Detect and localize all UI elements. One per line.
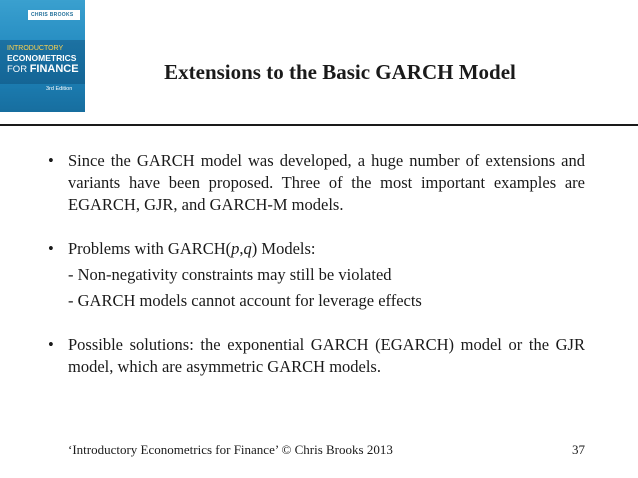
title-divider: [0, 124, 638, 126]
cover-title-finance: FINANCE: [29, 63, 79, 75]
bullet-item: [48, 238, 585, 260]
bullet-item: [48, 334, 585, 378]
bullet-marker: •: [48, 151, 54, 170]
page-number: 37: [572, 442, 585, 457]
sub-item: - GARCH models cannot account for leverage effects: [68, 291, 422, 310]
bullet-marker: •: [48, 335, 54, 354]
param-p: p: [231, 239, 240, 258]
book-cover-image: [0, 0, 85, 112]
bullet-text: Possible solutions: the exponential GARCH (EGARCH) model or the GJR model, which are asymmetric GARCH models.: [68, 335, 585, 376]
param-q: q: [243, 239, 252, 258]
footer-citation: ‘Introductory Econometrics for Finance’ © Chris Brooks 2013: [68, 442, 393, 457]
bullet-text-suffix: ) Models:: [251, 239, 316, 258]
cover-title-line2: ECONOMETRICS: [7, 53, 77, 63]
bullet-item: [48, 150, 585, 216]
cover-author: CHRIS BROOKS: [28, 10, 80, 20]
bullet-text: [68, 239, 316, 258]
cover-edition: 3rd Edition: [46, 86, 73, 92]
slide-title: Extensions to the Basic GARCH Model: [164, 60, 516, 84]
sub-item: - Non-negativity constraints may still be violated: [68, 265, 392, 284]
slide-body: [48, 150, 585, 378]
slide-footer: [68, 442, 585, 458]
bullet-marker: •: [48, 239, 54, 258]
param-comma: ,: [239, 239, 244, 258]
bullet-text-prefix: Problems with GARCH(: [68, 239, 232, 258]
cover-title-line3: [7, 64, 79, 75]
cover-title-line1: INTRODUCTORY: [7, 45, 64, 52]
cover-title-for: FOR: [7, 64, 28, 75]
bullet-text: Since the GARCH model was developed, a huge number of extensions and variants have been proposed. Three of the most important examples are EGARCH, GJR, and GARCH-M models.: [68, 151, 585, 214]
